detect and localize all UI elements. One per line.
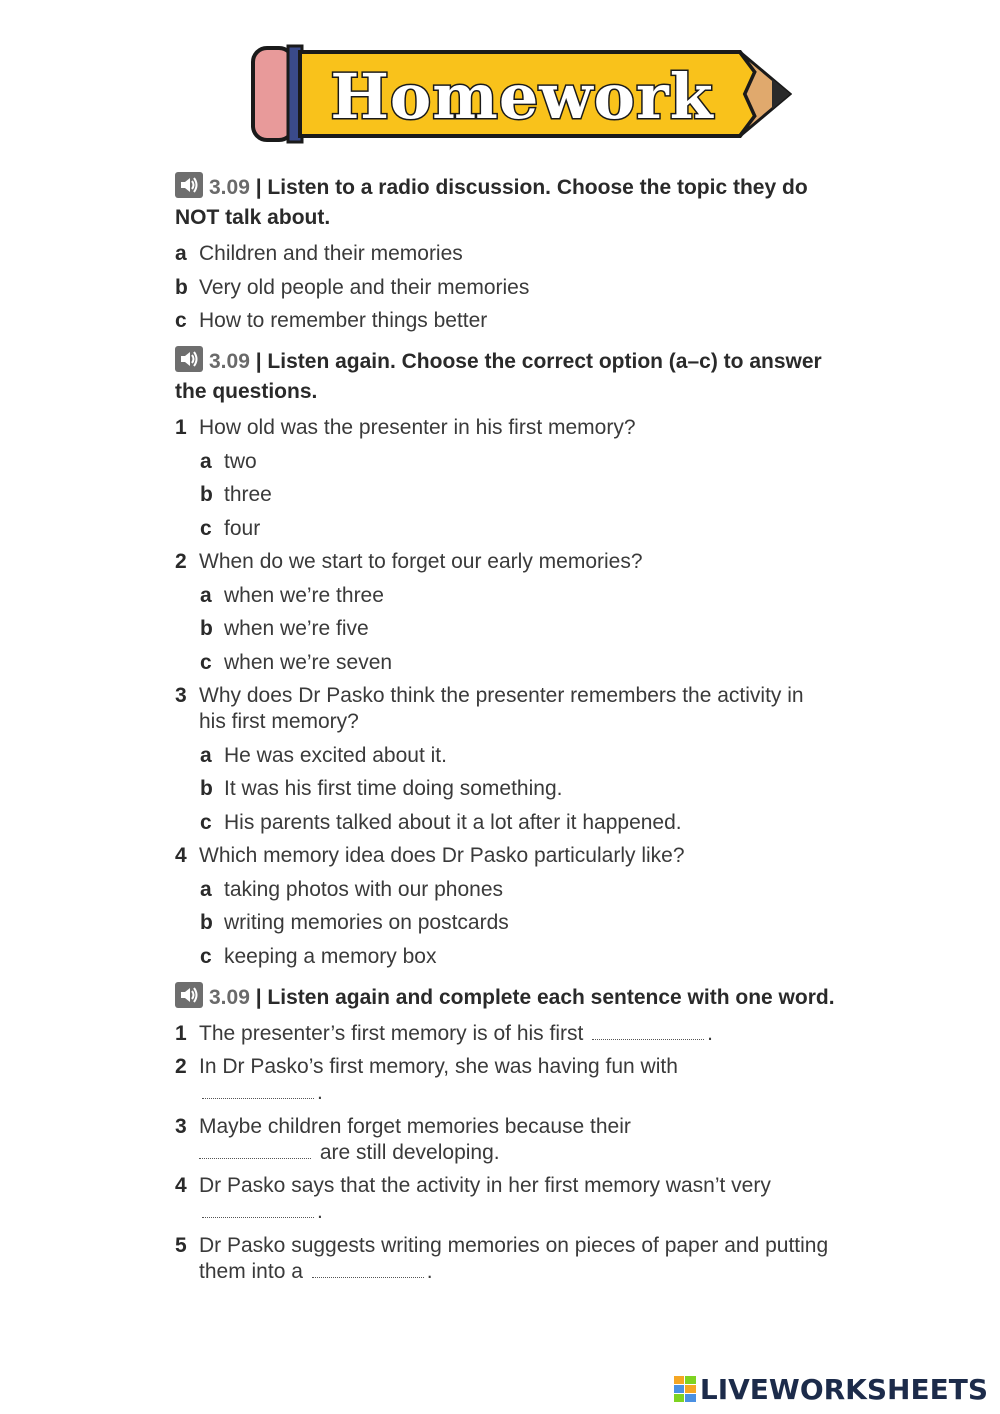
exercise-3-instruction (175, 982, 835, 1013)
liveworksheets-logo[interactable] (674, 1374, 988, 1404)
sentence-number: 2 (175, 1055, 187, 1078)
instruction-text: | Listen to a radio discussion. Choose the topic they do NOT talk about. (175, 176, 808, 229)
instruction-text: | Listen again and complete each sentence with one word. (255, 985, 835, 1009)
option-row (175, 241, 835, 267)
option-row[interactable] (200, 877, 835, 903)
sentence-end: are still developing. (319, 1140, 500, 1164)
option-label: a (175, 242, 187, 265)
option-row[interactable] (200, 650, 835, 676)
option-text: How to remember things better (199, 309, 488, 332)
question-number: 3 (175, 684, 187, 707)
option-row[interactable] (200, 910, 835, 936)
option-text: two (224, 449, 257, 473)
option-text: when we’re five (224, 617, 369, 640)
sentence-number: 3 (175, 1114, 187, 1138)
option-row (175, 308, 835, 334)
option-row[interactable] (200, 944, 835, 970)
answer-blank[interactable] (199, 1145, 311, 1159)
question-number: 2 (175, 550, 187, 573)
instruction-text: | Listen again. Choose the correct option (a–c) to answer the questions. (175, 350, 822, 403)
answer-blank[interactable] (312, 1264, 424, 1278)
option-label: b (200, 617, 213, 640)
option-text: keeping a memory box (224, 944, 437, 968)
question-row (175, 843, 835, 869)
sentence-text: In Dr Pasko’s first memory, she was having fun with (199, 1055, 678, 1078)
question-row (175, 549, 835, 575)
sentence-number: 5 (175, 1233, 187, 1257)
option-label: c (200, 650, 212, 674)
option-text: His parents talked about it a lot after it happened. (224, 810, 682, 834)
option-row[interactable] (200, 583, 835, 609)
sentence-row (175, 1233, 835, 1285)
question-number: 4 (175, 844, 187, 867)
option-text: writing memories on postcards (224, 911, 509, 934)
option-row[interactable] (200, 482, 835, 508)
exercise-1-instruction (175, 172, 835, 233)
track-number: 3.09 (209, 985, 250, 1009)
track-number: 3.09 (209, 176, 250, 199)
option-row[interactable] (200, 810, 835, 836)
option-label: b (175, 275, 188, 299)
question-text: When do we start to forget our early memories? (199, 550, 643, 573)
option-text: He was excited about it. (224, 743, 447, 767)
question-row (175, 415, 835, 441)
option-text: taking photos with our phones (224, 877, 504, 901)
speaker-icon[interactable] (175, 346, 203, 372)
speaker-icon[interactable] (175, 982, 203, 1008)
option-text: It was his first time doing something. (224, 777, 563, 800)
option-row[interactable] (200, 516, 835, 542)
sentence-row (175, 1114, 835, 1166)
option-row[interactable] (200, 743, 835, 769)
track-number: 3.09 (209, 350, 250, 373)
exercise-2 (175, 346, 835, 970)
exercise-2-instruction (175, 346, 835, 407)
question-text: How old was the presenter in his first memory? (199, 416, 636, 439)
option-label: c (200, 516, 212, 540)
option-text: three (224, 483, 272, 506)
pencil-graphic (250, 42, 792, 146)
option-row (175, 275, 835, 301)
answer-blank[interactable] (202, 1204, 314, 1218)
option-text: four (224, 516, 261, 540)
liveworksheets-mark-icon (674, 1376, 696, 1402)
option-label: c (200, 944, 212, 968)
question-text: Why does Dr Pasko think the presenter remembers the activity in his first memory? (199, 684, 804, 733)
speaker-icon[interactable] (175, 172, 203, 198)
option-label: a (200, 743, 212, 767)
sentence-text: The presenter’s first memory is of his first (199, 1021, 584, 1045)
exercise-3 (175, 982, 835, 1285)
option-label: c (200, 810, 212, 834)
option-text: Children and their memories (199, 242, 463, 265)
sentence-row (175, 1054, 835, 1106)
sentence-text: Dr Pasko suggests writing memories on pieces of paper and putting them into a (199, 1233, 829, 1283)
banner-title: Homework (330, 60, 714, 133)
option-label: b (200, 911, 213, 934)
answer-blank[interactable] (592, 1026, 704, 1040)
option-row[interactable] (200, 449, 835, 475)
worksheet-content (175, 172, 835, 1297)
sentence-number: 4 (175, 1174, 187, 1197)
option-label: b (200, 777, 213, 800)
option-label: c (175, 309, 187, 332)
sentence-text: Maybe children forget memories because their (199, 1114, 631, 1138)
question-row (175, 683, 835, 735)
exercise-1 (175, 172, 835, 334)
footer-brand: LIVEWORKSHEETS (699, 1372, 988, 1406)
question-number: 1 (175, 416, 187, 439)
option-text: when we’re three (224, 583, 384, 607)
option-label: a (200, 449, 212, 473)
sentence-end: . (707, 1021, 714, 1045)
answer-blank[interactable] (202, 1085, 314, 1099)
sentence-end: . (426, 1259, 433, 1283)
option-label: b (200, 483, 213, 506)
sentence-end: . (317, 1081, 323, 1104)
option-text: Very old people and their memories (199, 275, 530, 299)
question-text: Which memory idea does Dr Pasko particularly like? (199, 844, 685, 867)
sentence-row (175, 1173, 835, 1225)
sentence-end: . (317, 1200, 323, 1223)
option-label: a (200, 877, 212, 901)
option-row[interactable] (200, 776, 835, 802)
homework-banner (250, 42, 792, 146)
option-text: when we’re seven (224, 650, 393, 674)
sentence-number: 1 (175, 1021, 187, 1045)
sentence-row (175, 1021, 835, 1047)
sentence-text: Dr Pasko says that the activity in her first memory wasn’t very (199, 1174, 771, 1197)
option-label: a (200, 583, 212, 607)
option-row[interactable] (200, 616, 835, 642)
